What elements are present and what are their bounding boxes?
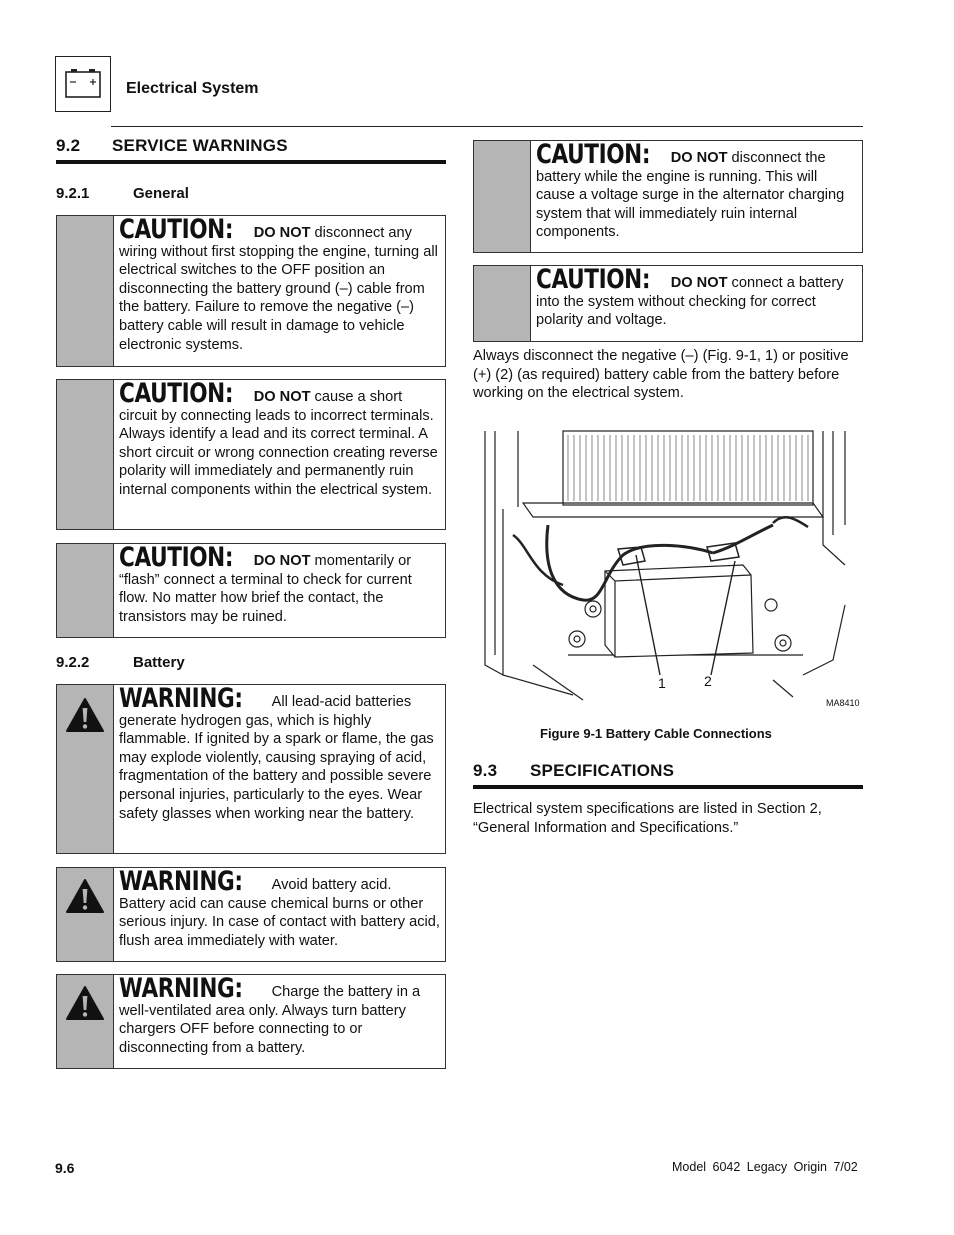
- warning-sidebar: [57, 975, 114, 1068]
- caution-text: [114, 380, 445, 529]
- callout-2: 2: [704, 673, 712, 689]
- warning-body: Avoid battery acid. Battery acid can cause chemical burns or other serious injury. In case of contact with battery acid, flush area immediately with water.: [119, 877, 440, 949]
- caution-keyword: CAUTION:: [536, 264, 651, 295]
- caution-body: disconnect any wiring without first stopping the engine, turning all electrical switches to the OFF position an disconnecting the battery ground (–) cable from the battery. Failure to remove the negative (–) battery cable will result in damage to vehicle electronic systems.: [119, 225, 438, 353]
- caution-sidebar: [57, 544, 114, 637]
- caution-box: [473, 140, 863, 253]
- figure-caption: Figure 9-1 Battery Cable Connections: [540, 726, 772, 741]
- battery-cable-figure: [473, 425, 865, 715]
- subsection-title: General: [133, 185, 189, 202]
- caution-text: [531, 141, 862, 252]
- specifications-paragraph: Electrical system specifications are listed in Section 2, “General Information and Specifications.”: [473, 801, 822, 836]
- warning-keyword: WARNING:: [119, 973, 243, 1004]
- caution-sidebar: [57, 216, 114, 366]
- footer-model: Model 6042 Legacy Origin 7/02: [672, 1160, 858, 1174]
- figure-code: MA8410: [826, 698, 860, 708]
- header-section-title: Electrical System: [126, 80, 259, 97]
- warning-text: [114, 685, 445, 853]
- warning-body: All lead-acid batteries generate hydrogen gas, which is highly flammable. If ignited by a spark or flame, the gas may explode violently, causing spraying of acid, fragmentation of the battery and possible severe personal injuries, particularly to the eyes. Wear safety glasses when working near the battery.: [119, 694, 434, 822]
- warning-triangle-icon: [65, 985, 105, 1021]
- caution-box: [56, 543, 446, 638]
- subsection-number: 9.2.1: [56, 185, 90, 202]
- subsection-number: 9.2.2: [56, 654, 90, 671]
- caution-body: momentarily or “flash” connect a terminal to check for current flow. No matter how brief the contact, the transistors may be ruined.: [119, 553, 412, 625]
- caution-keyword: CAUTION:: [119, 214, 234, 245]
- do-not-emphasis: DO NOT: [670, 150, 728, 166]
- subsection-heading-9-2-2: [56, 654, 185, 671]
- do-not-emphasis: DO NOT: [253, 225, 311, 241]
- warning-keyword: WARNING:: [119, 866, 243, 897]
- caution-text: [114, 216, 445, 366]
- subsection-heading-9-2-1: [56, 185, 189, 202]
- caution-keyword: CAUTION:: [119, 378, 234, 409]
- caution-sidebar: [57, 380, 114, 529]
- warning-body: Charge the battery in a well-ventilated area only. Always turn battery chargers OFF before connecting to or disconnecting from a battery.: [119, 984, 421, 1056]
- warning-keyword: WARNING:: [119, 683, 243, 714]
- caution-box: [56, 215, 446, 367]
- do-not-emphasis: DO NOT: [253, 389, 311, 405]
- do-not-emphasis: DO NOT: [670, 275, 728, 291]
- section-rule: [473, 785, 863, 789]
- caution-body: connect a battery into the system without checking for correct polarity and voltage.: [536, 275, 844, 329]
- warning-triangle-icon: [65, 697, 105, 733]
- caution-keyword: CAUTION:: [119, 542, 234, 573]
- caution-keyword: CAUTION:: [536, 139, 651, 170]
- caution-sidebar: [474, 141, 531, 252]
- warning-text: [114, 975, 445, 1068]
- warning-text: [114, 868, 445, 961]
- section-rule: [56, 160, 446, 164]
- caution-text: [114, 544, 445, 637]
- caution-text: [531, 266, 862, 341]
- caution-box: [473, 265, 863, 342]
- warning-box: [56, 974, 446, 1069]
- warning-box: [56, 684, 446, 854]
- battery-icon: [55, 56, 111, 112]
- section-number: 9.3: [473, 761, 498, 780]
- callout-1: 1: [658, 675, 666, 691]
- caution-body: disconnect the battery while the engine is running. This will cause a voltage surge in the alternator charging system that will immediately ruin internal components.: [536, 150, 845, 241]
- caution-box: [56, 379, 446, 530]
- caution-body: cause a short circuit by connecting leads to incorrect terminals. Always identify a lead and its correct terminal. A short circuit or wrong connection creating reverse polarity will immediately and permanently ruin internal components within the electrical system.: [119, 389, 438, 498]
- warning-sidebar: [57, 868, 114, 961]
- page-number: 9.6: [55, 1160, 75, 1176]
- caution-sidebar: [474, 266, 531, 341]
- warning-sidebar: [57, 685, 114, 853]
- section-heading-9-3: [473, 761, 674, 781]
- battery-illustration: [473, 425, 865, 715]
- section-title: SERVICE WARNINGS: [112, 136, 288, 155]
- warning-box: [56, 867, 446, 962]
- section-number: 9.2: [56, 136, 81, 155]
- subsection-title: Battery: [133, 654, 185, 671]
- header-rule: [111, 126, 863, 127]
- section-title: SPECIFICATIONS: [530, 761, 675, 780]
- battery-disconnect-paragraph: Always disconnect the negative (–) (Fig. 9-1, 1) or positive (+) (2) (as required) battery cable from the battery before working on the electrical system.: [473, 348, 849, 402]
- section-heading-9-2: [56, 136, 288, 156]
- do-not-emphasis: DO NOT: [253, 553, 311, 569]
- warning-triangle-icon: [65, 878, 105, 914]
